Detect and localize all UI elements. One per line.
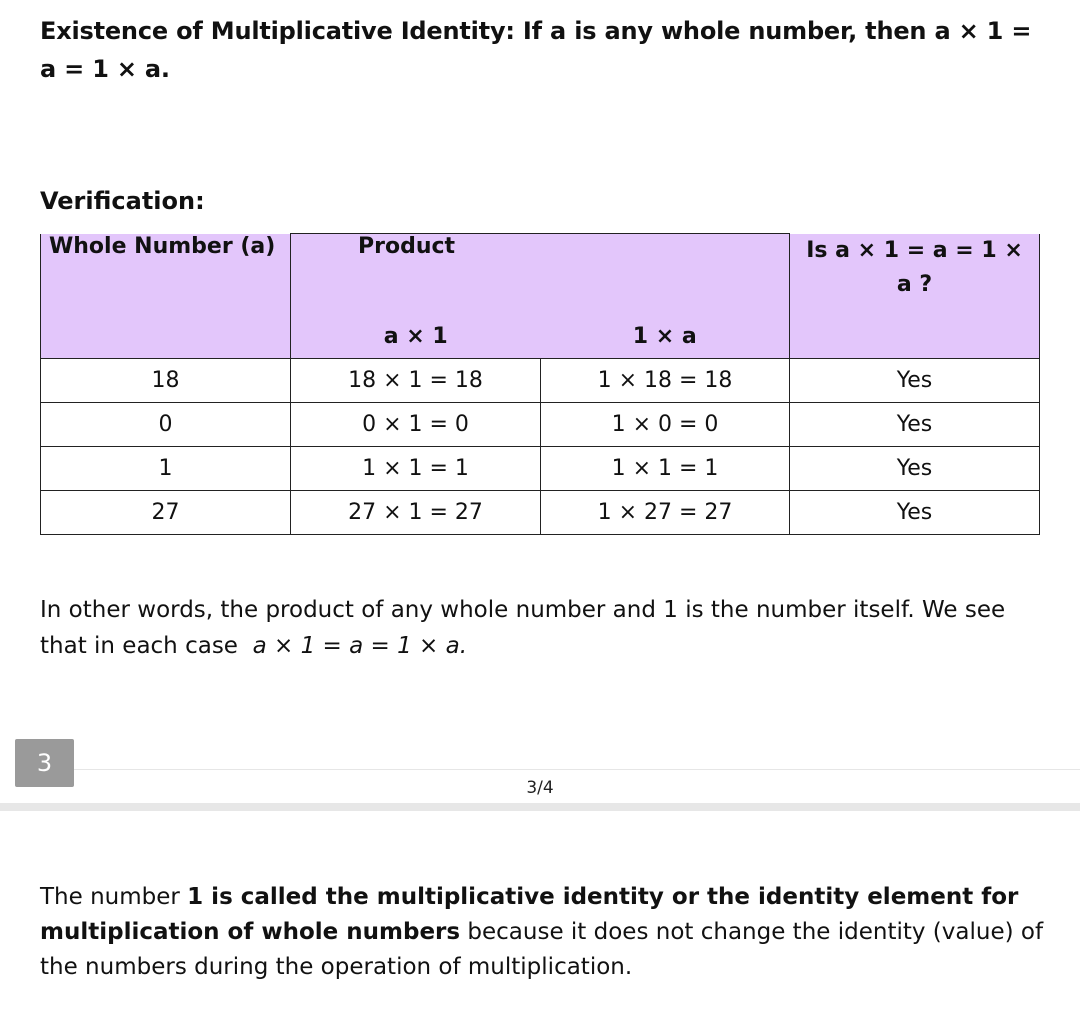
cell-1-times-a: 1 × 27 = 27 [541,491,790,535]
cell-a-times-1: 1 × 1 = 1 [291,447,541,491]
header-a-times-1: a × 1 [291,314,541,359]
cell-a-times-1: 27 × 1 = 27 [291,491,541,535]
table-row [41,491,1040,535]
explanation-paragraph [40,592,1050,664]
cell-answer: Yes [790,359,1040,403]
page-separator-line [74,769,1080,770]
header-1-times-a: 1 × a [541,314,790,359]
header-product [291,234,790,315]
table-row [41,403,1040,447]
cell-answer: Yes [790,403,1040,447]
cell-answer: Yes [790,491,1040,535]
cell-a-times-1: 18 × 1 = 18 [291,359,541,403]
identity-paragraph [40,880,1050,985]
cell-a: 18 [41,359,291,403]
page-counter: 3/4 [526,778,554,798]
table-row [41,359,1040,403]
cell-1-times-a: 1 × 0 = 0 [541,403,790,447]
identity-text-bold: 1 is called the multiplicative identity or the identity element for multiplication of whole numbers [40,884,1019,945]
explanation-text: In other words, the product of any whole number and 1 is the number itself. We see that in each case [40,597,1006,659]
verification-label: Verification: [40,187,205,215]
cell-a: 1 [41,447,291,491]
cell-a: 0 [41,403,291,447]
heading: Existence of Multiplicative Identity: If a is any whole number, then a × 1 = a = 1 × a. [40,17,1032,83]
header-product-label: Product [358,234,456,259]
cell-a-times-1: 0 × 1 = 0 [291,403,541,447]
cell-1-times-a: 1 × 18 = 18 [541,359,790,403]
cell-1-times-a: 1 × 1 = 1 [541,447,790,491]
header-blank-2 [790,314,1040,359]
explanation-formula: a × 1 = a = 1 × a. [252,633,468,659]
header-whole-number: Whole Number (a) [41,234,291,315]
header-question: Is a × 1 = a = 1 × a ? [790,234,1040,315]
page-number-badge: 3 [15,739,74,787]
cell-answer: Yes [790,447,1040,491]
verification-table [40,233,1040,535]
table-row [41,447,1040,491]
identity-text-end: because it does not change the identity (value) of the numbers during the operation of multiplication. [40,919,1044,980]
identity-text-start: The number [40,884,188,910]
cell-a: 27 [41,491,291,535]
page-gap [0,803,1080,811]
header-blank-1 [41,314,291,359]
